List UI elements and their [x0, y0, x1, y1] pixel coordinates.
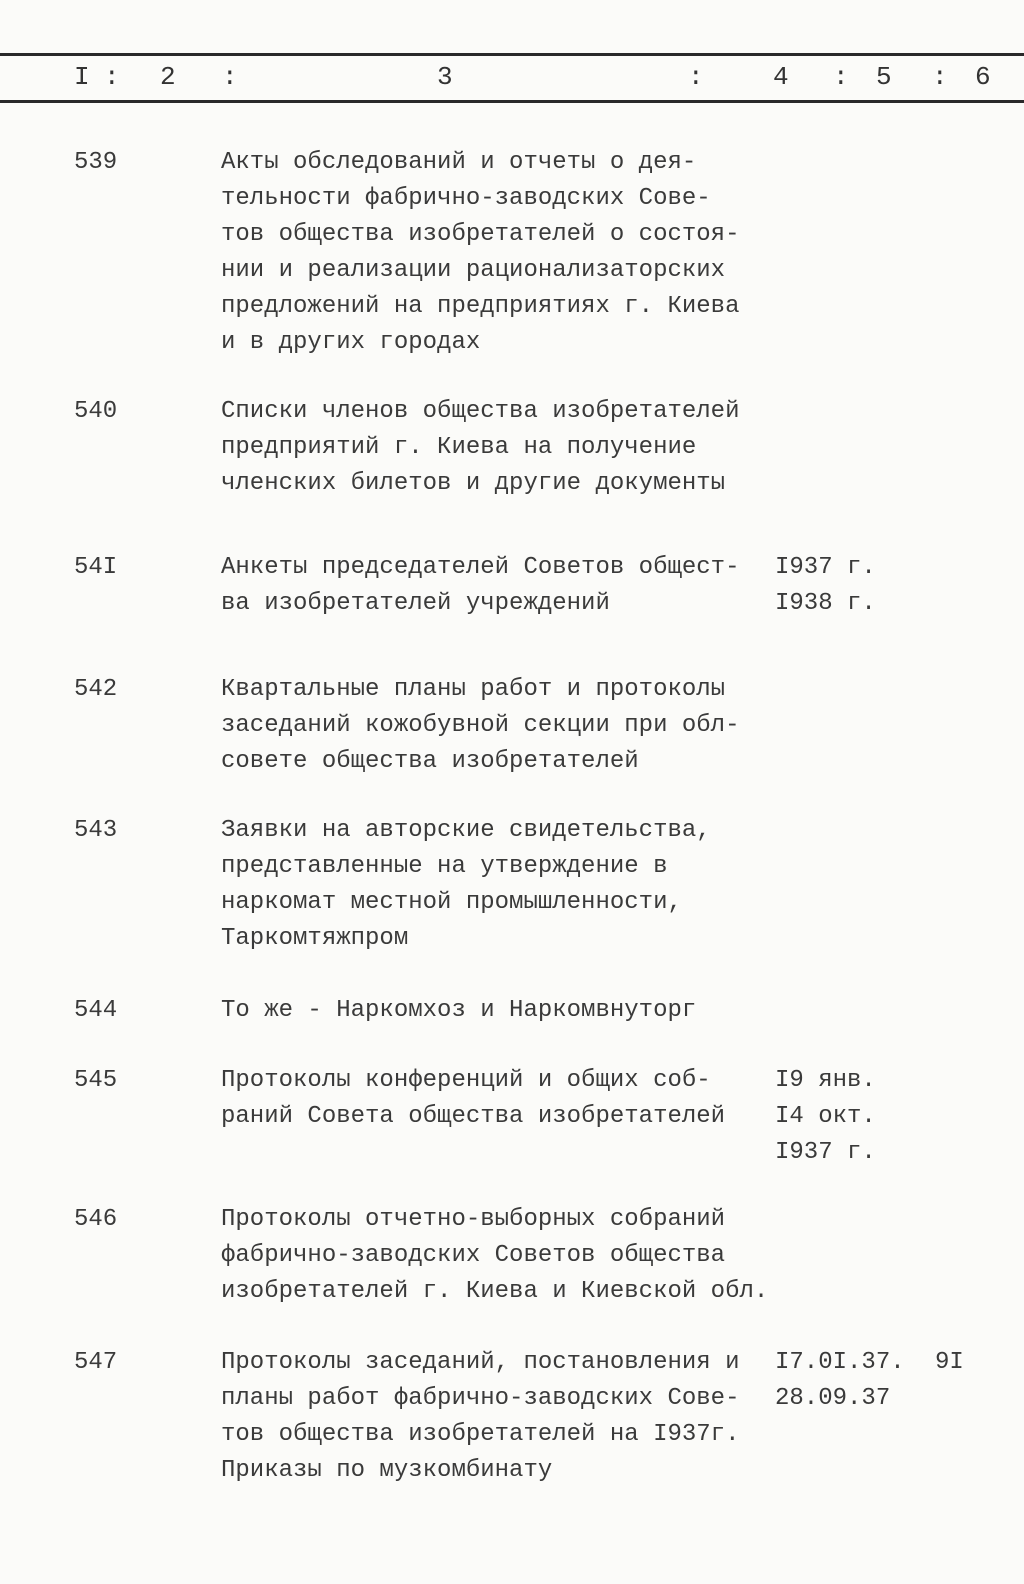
- entry-title-line: представленные на утверждение в: [221, 853, 668, 880]
- entry-number: 54I: [74, 554, 118, 581]
- entry-number: 542: [74, 676, 118, 703]
- top-rule: [0, 53, 1024, 56]
- entry-number: 540: [74, 398, 118, 425]
- entry-sheets: 9I: [935, 1349, 964, 1376]
- header-col2: 2: [160, 62, 176, 92]
- entry-title-line: Списки членов общества изобретателей: [221, 398, 740, 425]
- entry-title-line: ва изобретателей учреждений: [221, 590, 610, 617]
- entry-number: 544: [74, 997, 118, 1024]
- entry-title-line: Акты обследований и отчеты о дея-: [221, 149, 697, 176]
- entry-title-line: совете общества изобретателей: [221, 748, 639, 775]
- entry-title-line: Протоколы конференций и общих соб-: [221, 1067, 711, 1094]
- entry-title-line: и в других городах: [221, 329, 481, 356]
- bottom-rule: [0, 100, 1024, 103]
- entry-title: [221, 394, 739, 502]
- entry-number: 539: [74, 149, 118, 176]
- entry-title-line: Заявки на авторские свидетельства,: [221, 817, 711, 844]
- header-col3: 3: [437, 62, 453, 92]
- entry-title: [221, 550, 739, 622]
- entry-title-line: нии и реализации рационализаторских: [221, 257, 726, 284]
- entry-number: 543: [74, 817, 118, 844]
- header-col1: I: [74, 62, 90, 92]
- entry-title-line: тельности фабрично-заводских Сове-: [221, 185, 711, 212]
- header-sep: :: [688, 62, 704, 92]
- entry-title-line: Протоколы заседаний, постановления и: [221, 1349, 740, 1376]
- entry-dates-line: I9 янв.: [775, 1067, 876, 1094]
- entry-title-line: членских билетов и другие документы: [221, 470, 726, 497]
- entry-title-line: наркомат местной промышленности,: [221, 889, 682, 916]
- entry-title-line: тов общества изобретателей о состоя-: [221, 221, 740, 248]
- header-sep: :: [932, 62, 948, 92]
- header-sep: :: [833, 62, 849, 92]
- entry-title: [221, 1063, 725, 1135]
- entry-title: [221, 993, 696, 1029]
- entry-title-line: тов общества изобретателей на I937г.: [221, 1421, 740, 1448]
- entry-number: 546: [74, 1206, 118, 1233]
- entry-dates: [775, 1345, 905, 1417]
- entry-dates-line: I938 г.: [775, 590, 876, 617]
- entry-dates: [775, 550, 876, 622]
- entry-dates-line: I937 г.: [775, 1139, 876, 1166]
- entry-dates-line: I937 г.: [775, 554, 876, 581]
- entry-title-line: заседаний кожобувной секции при обл-: [221, 712, 740, 739]
- entry-title-line: фабрично-заводских Советов общества: [221, 1242, 726, 1269]
- entry-title-line: Приказы по музкомбинату: [221, 1457, 553, 1484]
- entry-title-line: изобретателей г. Киева и Киевской обл.: [221, 1278, 769, 1305]
- entry-dates-line: I4 окт.: [775, 1103, 876, 1130]
- header-sep: :: [222, 62, 238, 92]
- entry-dates-line: I7.0I.37.: [775, 1349, 905, 1376]
- entry-number: 547: [74, 1349, 118, 1376]
- entry-title-line: Квартальные планы работ и протоколы: [221, 676, 726, 703]
- entry-title: [221, 672, 739, 780]
- header-col4: 4: [773, 62, 789, 92]
- entry-number: 545: [74, 1067, 118, 1094]
- header-col6: 6: [975, 62, 991, 92]
- header-sep: :: [104, 62, 120, 92]
- entry-title: [221, 1345, 739, 1489]
- entry-dates-line: 28.09.37: [775, 1385, 891, 1412]
- entry-title-line: предложений на предприятиях г. Киева: [221, 293, 740, 320]
- entry-title: [221, 1202, 768, 1310]
- entry-title-line: Протоколы отчетно-выборных собраний: [221, 1206, 726, 1233]
- entry-title-line: Таркомтяжпром: [221, 925, 409, 952]
- entry-title: [221, 145, 739, 361]
- entry-dates: [775, 1063, 876, 1171]
- entry-title-line: Анкеты председателей Советов общест-: [221, 554, 740, 581]
- entry-title-line: планы работ фабрично-заводских Сове-: [221, 1385, 740, 1412]
- entry-title: [221, 813, 711, 957]
- header-col5: 5: [876, 62, 892, 92]
- entry-title-line: раний Совета общества изобретателей: [221, 1103, 726, 1130]
- entry-title-line: То же - Наркомхоз и Наркомвнуторг: [221, 997, 697, 1024]
- entry-title-line: предприятий г. Киева на получение: [221, 434, 697, 461]
